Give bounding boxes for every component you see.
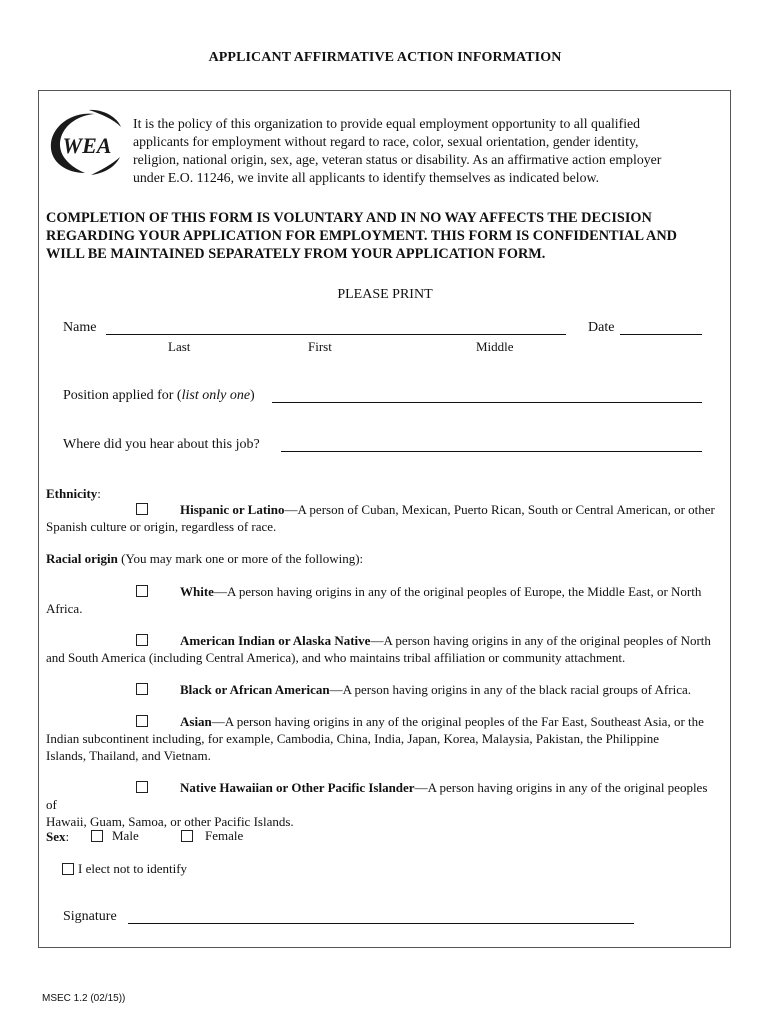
hear-about-label: Where did you hear about this job? [63,437,260,452]
asian-checkbox[interactable] [136,715,148,727]
hear-about-field[interactable] [281,451,702,452]
signature-field[interactable] [128,923,634,924]
middle-name-label: Middle [476,339,514,354]
svg-text:WEA: WEA [62,133,112,158]
name-label: Name [63,320,97,335]
position-field[interactable] [272,402,702,403]
voluntary-notice: COMPLETION OF THIS FORM IS VOLUNTARY AND IN NO WAY AFFECTS THE DECISION REGARDING YOUR APPLICATION FOR EMPLOYMENT. THIS FORM IS CONFIDENTIAL AND WILL BE MAINTAINED SEPARATELY FROM YOUR APPLICATION FORM. [46,210,677,262]
organization-logo [45,107,123,177]
american-indian-checkbox[interactable] [136,634,148,646]
white-checkbox[interactable] [136,585,148,597]
date-label: Date [588,320,615,335]
elect-not-checkbox[interactable] [62,863,74,875]
female-checkbox[interactable] [181,830,193,842]
native-hawaiian-checkbox[interactable] [136,781,148,793]
female-label: Female [205,828,244,843]
racial-origin-heading: Racial origin (You may mark one or more of the following): [46,551,364,566]
form-title: APPLICANT AFFIRMATIVE ACTION INFORMATION [208,50,562,65]
name-field[interactable] [106,334,566,335]
race-black-option: Black or African American—A person having origins in any of the black racial groups of Africa. [46,681,718,698]
sex-heading: Sex: [46,829,70,844]
position-label: Position applied for (list only one) [63,388,255,403]
form-code: MSEC 1.2 (02/15)) [42,993,126,1004]
hispanic-checkbox[interactable] [136,503,148,515]
race-american-indian-option: American Indian or Alaska Native—A person having origins in any of the original peoples of North and South America (including Central America), and who maintains tribal affiliation or community attachment. [46,633,711,665]
race-white-option: White—A person having origins in any of the original peoples of Europe, the Middle East, or North Africa. [46,584,702,616]
black-checkbox[interactable] [136,683,148,695]
first-name-label: First [308,339,332,354]
male-checkbox[interactable] [91,830,103,842]
policy-statement: It is the policy of this organization to provide equal employment opportunity to all qualified applicants for employment without regard to race, color, sexual orientation, gender identity, religion, national origin, sex, age, veteran status or disability. As an affirmative action employer under E.O. 11246, we invite all applicants to identify themselves as indicated below. [133,116,662,185]
date-field[interactable] [620,334,702,335]
race-asian-option: Asian—A person having origins in any of the original peoples of the Far East, Southeast Asia, or the Indian subcontinent including, for example, Cambodia, China, India, Japan, Korea, Malaysia, Pakistan, the Philippine Islands, Thailand, and Vietnam. [46,714,704,763]
elect-not-label: I elect not to identify [78,861,188,876]
signature-label: Signature [63,909,117,924]
please-print-label: PLEASE PRINT [337,287,433,302]
ethnicity-heading: Ethnicity: [46,486,101,501]
race-native-hawaiian-option: Native Hawaiian or Other Pacific Islander—A person having origins in any of the original peoples of Hawaii, Guam, Samoa, or other Pacific Islands. [46,780,708,829]
last-name-label: Last [168,339,191,354]
male-label: Male [112,828,139,843]
ethnicity-hispanic-option: Hispanic or Latino—A person of Cuban, Mexican, Puerto Rican, South or Central American, or other Spanish culture or origin, regardless of race. [46,502,715,534]
